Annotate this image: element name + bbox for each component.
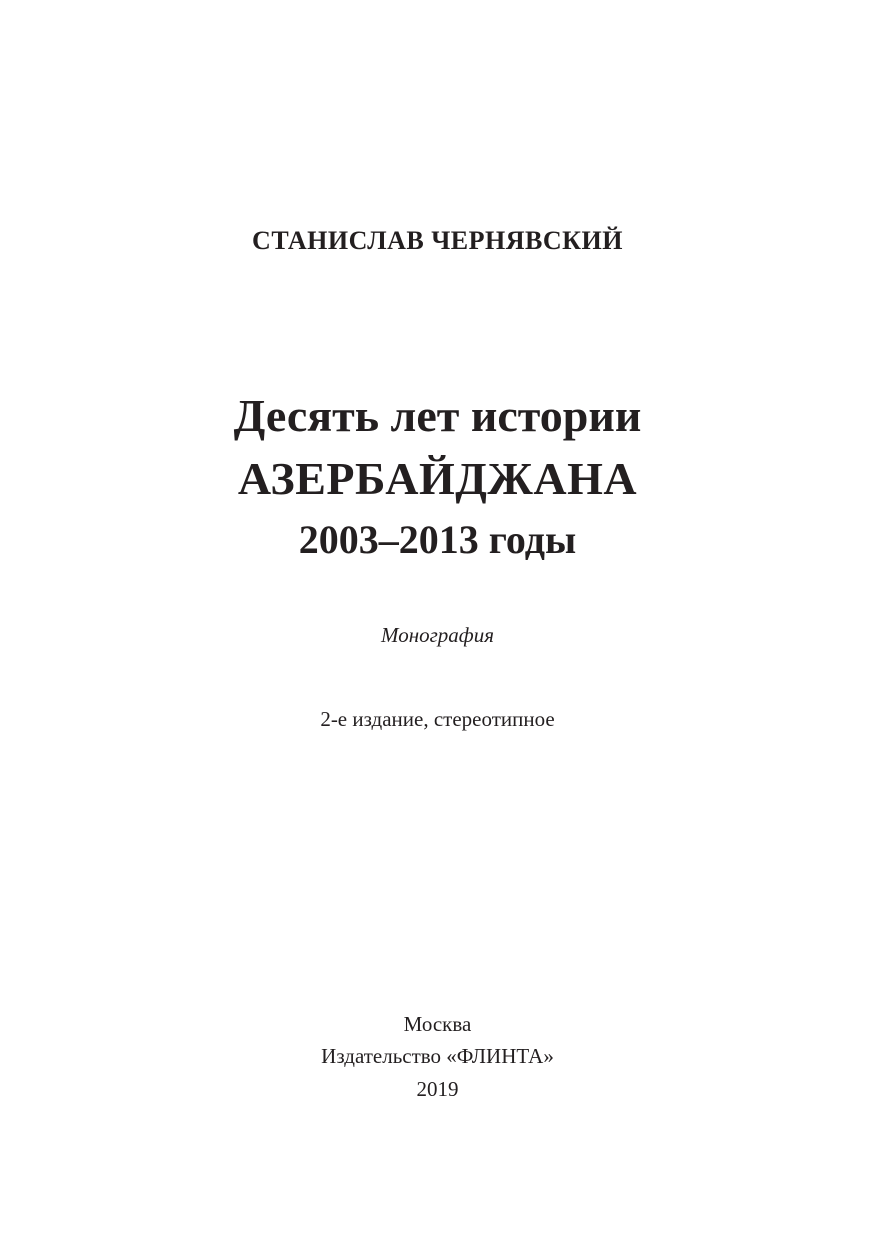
edition-label: 2-е издание, стереотипное [320, 707, 555, 731]
imprint-year: 2019 [416, 1077, 459, 1101]
genre-label: Монография [381, 623, 494, 647]
title-line-3: 2003–2013 годы [298, 517, 577, 562]
imprint-publisher: Издательство «ФЛИНТА» [321, 1044, 554, 1068]
title-line-1: Десять лет истории [233, 390, 642, 441]
author-name: СТАНИСЛАВ ЧЕРНЯВСКИЙ [252, 226, 623, 255]
imprint-city: Москва [403, 1012, 472, 1036]
title-line-2: АЗЕРБАЙДЖАНА [237, 453, 638, 504]
